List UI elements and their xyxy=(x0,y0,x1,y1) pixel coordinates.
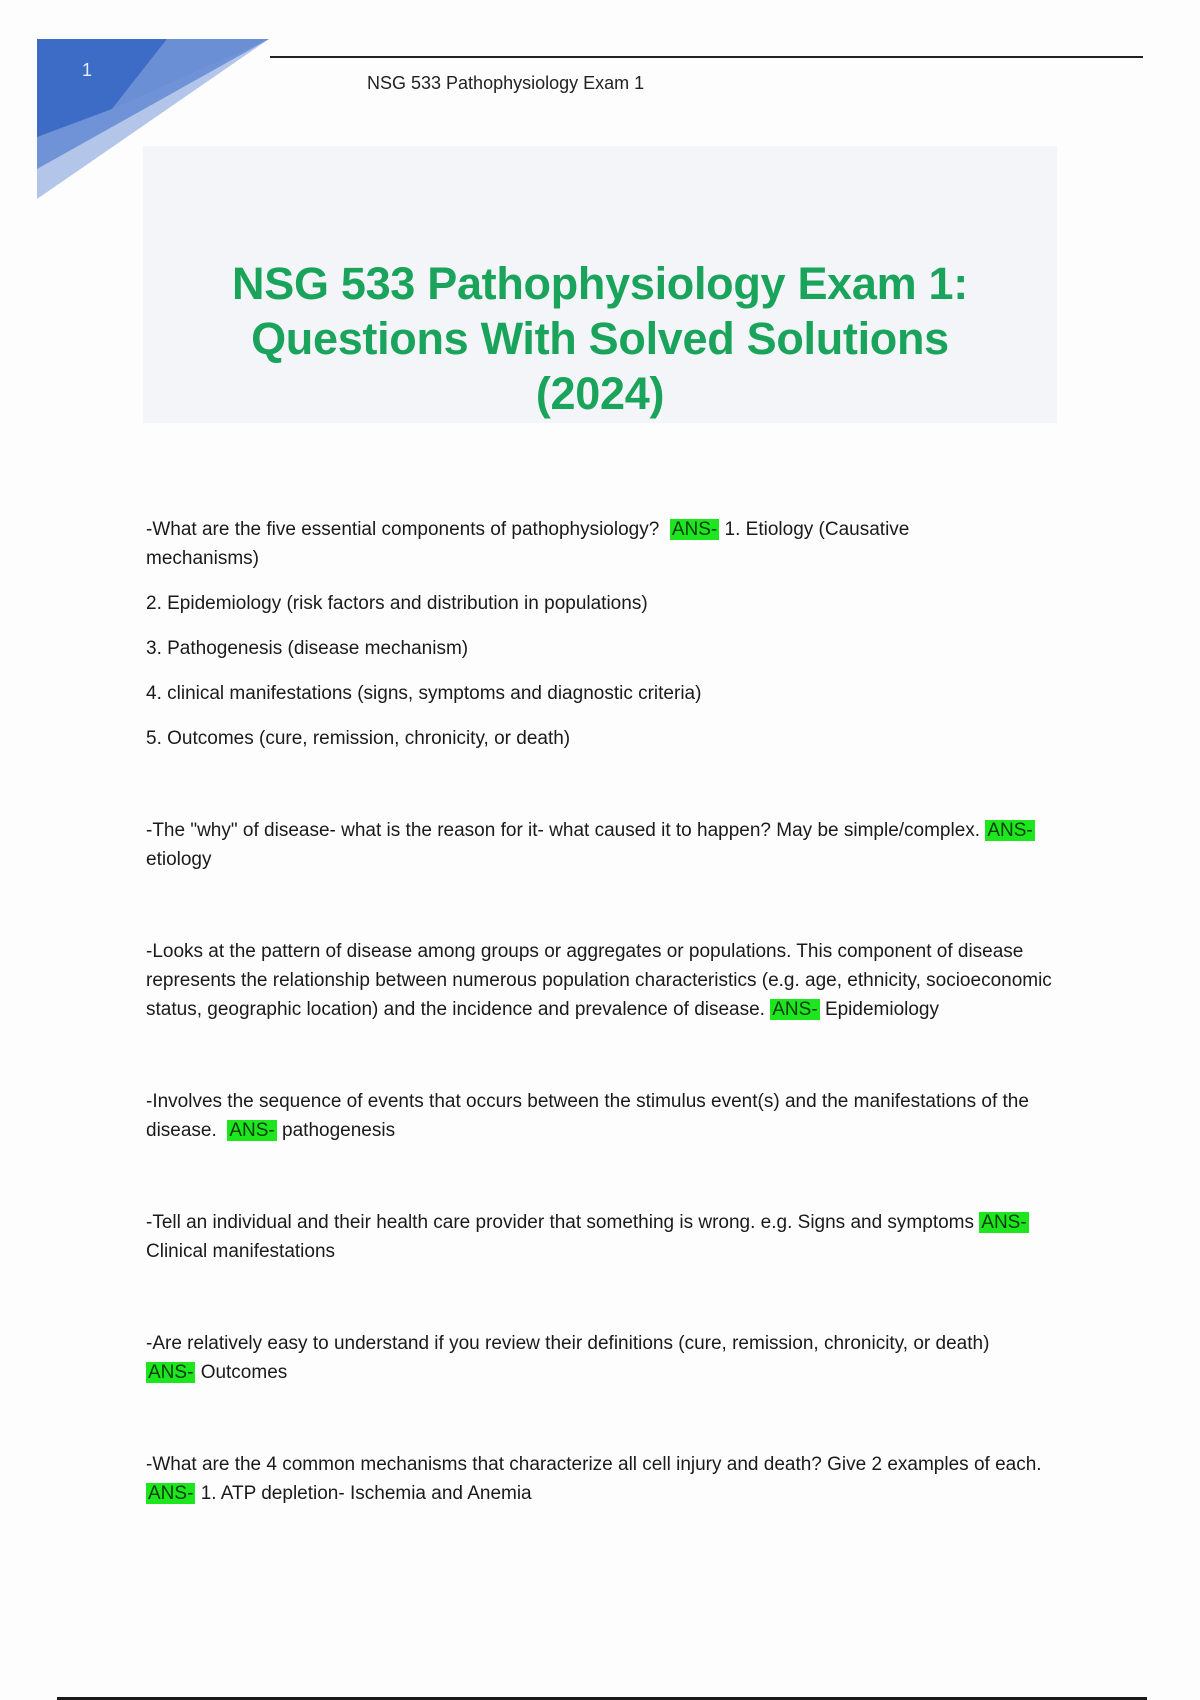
qa-item xyxy=(146,1208,1066,1266)
list-item: 2. Epidemiology (risk factors and distribution in populations) xyxy=(146,593,648,614)
qa-item xyxy=(146,1329,1006,1387)
question-text: -Tell an individual and their health care provider that something is wrong. e.g. Signs and symptoms xyxy=(146,1212,974,1233)
answer-marker: ANS- xyxy=(148,1483,194,1504)
qa-content xyxy=(146,515,1066,1508)
answer-text: Epidemiology xyxy=(824,999,940,1020)
question-text: -What are the five essential components of pathophysiology? xyxy=(146,519,660,540)
answer-marker: ANS- xyxy=(229,1120,275,1141)
question-text: -Looks at the pattern of disease among groups or aggregates or populations. This component of disease represents the relationship between numerous population characteristics (e.g. age, ethnicity, socioeconomic status, geographic location) and the incidence and prevalence of disease. xyxy=(146,941,1052,1020)
answer-text: pathogenesis xyxy=(282,1120,396,1141)
qa-item xyxy=(146,1087,1066,1145)
running-header-title: NSG 533 Pathophysiology Exam 1 xyxy=(367,73,645,93)
answer-text: 1. Etiology (Causative mechanisms) xyxy=(146,519,910,569)
title-line-3: (2024) xyxy=(535,368,665,419)
qa-item xyxy=(146,816,1066,874)
page-number: 1 xyxy=(82,60,93,80)
title-line-2: Questions With Solved Solutions xyxy=(251,313,949,364)
list-item: 3. Pathogenesis (disease mechanism) xyxy=(146,638,469,659)
answer-marker: ANS- xyxy=(987,820,1033,841)
answer-marker: ANS- xyxy=(671,519,718,540)
list-item: 4. clinical manifestations (signs, symptoms and diagnostic criteria) xyxy=(146,683,702,704)
qa-item xyxy=(146,937,1066,1024)
answer-text: Outcomes xyxy=(200,1362,288,1383)
answer-marker: ANS- xyxy=(148,1362,194,1383)
document-title xyxy=(143,256,1057,421)
answer-text: 1. ATP depletion- Ischemia and Anemia xyxy=(200,1483,532,1504)
list-item: 5. Outcomes (cure, remission, chronicity, or death) xyxy=(146,728,571,749)
question-text: -Are relatively easy to understand if you review their definitions (cure, remission, chronicity, or death) xyxy=(146,1333,990,1354)
qa-item xyxy=(146,515,956,573)
question-text: -What are the 4 common mechanisms that characterize all cell injury and death? Give 2 examples of each. xyxy=(146,1454,1042,1475)
answer-text: etiology xyxy=(146,849,212,870)
question-text: -Involves the sequence of events that occurs between the stimulus event(s) and the manifestations of the disease. xyxy=(146,1091,1029,1141)
header-rule xyxy=(270,56,1143,58)
answer-marker: ANS- xyxy=(772,999,818,1020)
title-banner xyxy=(143,146,1057,423)
answer-marker: ANS- xyxy=(981,1212,1027,1233)
question-text: -The "why" of disease- what is the reason for it- what caused it to happen? May be simple/complex. xyxy=(146,820,981,841)
qa-item xyxy=(146,1450,1066,1508)
title-line-1: NSG 533 Pathophysiology Exam 1: xyxy=(232,258,968,309)
answer-text: Clinical manifestations xyxy=(146,1241,336,1262)
